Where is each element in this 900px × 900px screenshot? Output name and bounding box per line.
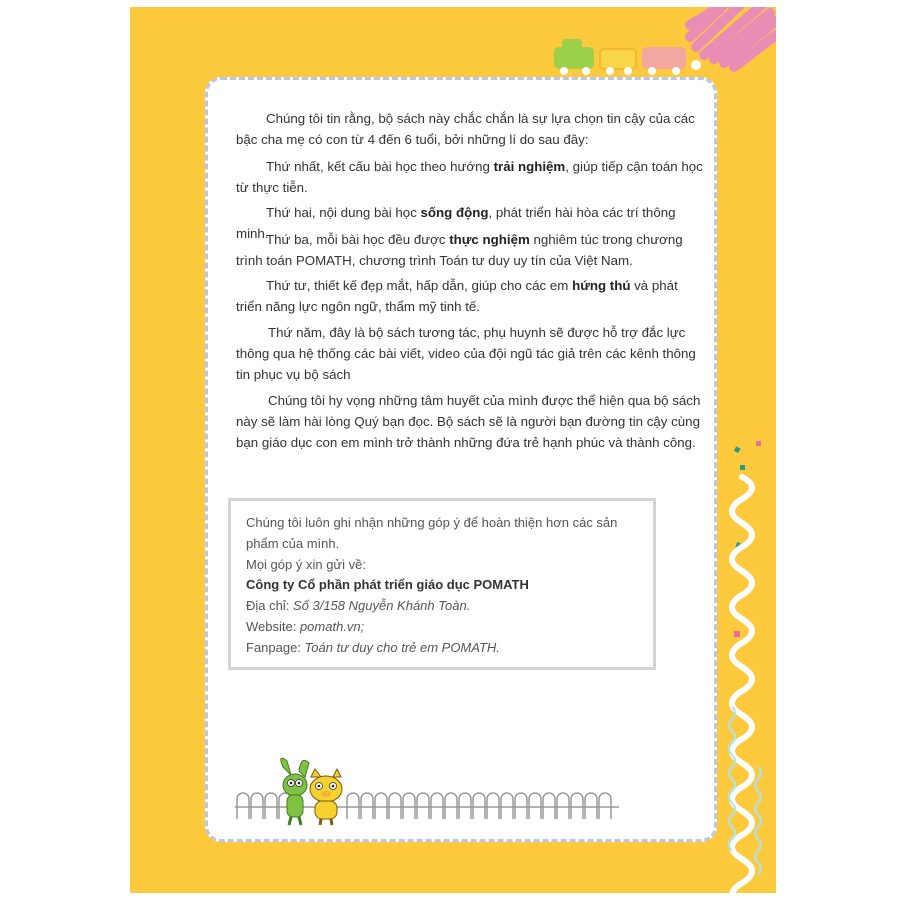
contact-note: Chúng tôi luôn ghi nhận những góp ý để hoàn thiện hơn các sản phẩm của mình.	[246, 515, 618, 551]
mascot-fence-illustration	[235, 757, 635, 837]
pink-scribble	[690, 7, 776, 67]
blue-wave	[729, 707, 735, 851]
intro-paragraph: Chúng tôi tin rằng, bộ sách này chắc chắn là sự lựa chọn tin cậy của các bậc cha mẹ có con từ 4 đến 6 tuổi, bởi những lí do sau đây:	[236, 111, 695, 147]
blue-wave-2	[755, 767, 761, 875]
reason-1: Thứ nhất, kết cấu bài học theo hướng trải nghiệm, giúp tiếp cận toán học từ thực tiễn.	[236, 159, 703, 195]
yellow-pig-icon	[310, 769, 342, 825]
reason-3: Thứ ba, mỗi bài học đều được thực nghiệm nghiêm túc trong chương trình toán POMATH, chương trình Toán tư duy uy tín của Việt Nam.	[236, 232, 683, 268]
fanpage-line: Fanpage: Toán tư duy cho trẻ em POMATH.	[246, 639, 500, 655]
content-card	[205, 77, 717, 842]
reason-4: Thứ tư, thiết kế đẹp mắt, hấp dẫn, giúp cho các em hứng thú và phát triển năng lực ngôn ngữ, thẩm mỹ tinh tế.	[236, 278, 678, 314]
contact-send-to: Mọi góp ý xin gửi về:	[246, 556, 366, 572]
closing-paragraph: Chúng tôi hy vọng những tâm huyết của mình được thể hiện qua bộ sách này sẽ làm hài lòng Quý bạn đọc. Bộ sách sẽ là người bạn đường tin cậy cùng bạn giáo dục con em mình trở thành những đứa trẻ hạnh phúc và thành công.	[236, 393, 701, 450]
contact-box	[228, 498, 656, 670]
address-line: Địa chỉ: Số 3/158 Nguyễn Khánh Toàn.	[246, 598, 471, 614]
website-line: Website: pomath.vn;	[246, 618, 365, 634]
toy-train-icon	[554, 39, 701, 75]
reason-2: Thứ hai, nội dung bài học sống động, phát triển hài hòa các trí thông minh.	[236, 205, 676, 241]
reason-5: Thứ năm, đây là bộ sách tương tác, phụ huynh sẽ được hỗ trợ đắc lực thông qua hệ thống các bài viết, video của đội ngũ tác giả trên các kênh thông tin phục vụ bộ sách	[236, 325, 696, 382]
company-name: Công ty Cổ phần phát triển giáo dục POMATH	[246, 577, 529, 593]
book-page	[130, 7, 776, 893]
green-rabbit-icon	[281, 758, 309, 825]
